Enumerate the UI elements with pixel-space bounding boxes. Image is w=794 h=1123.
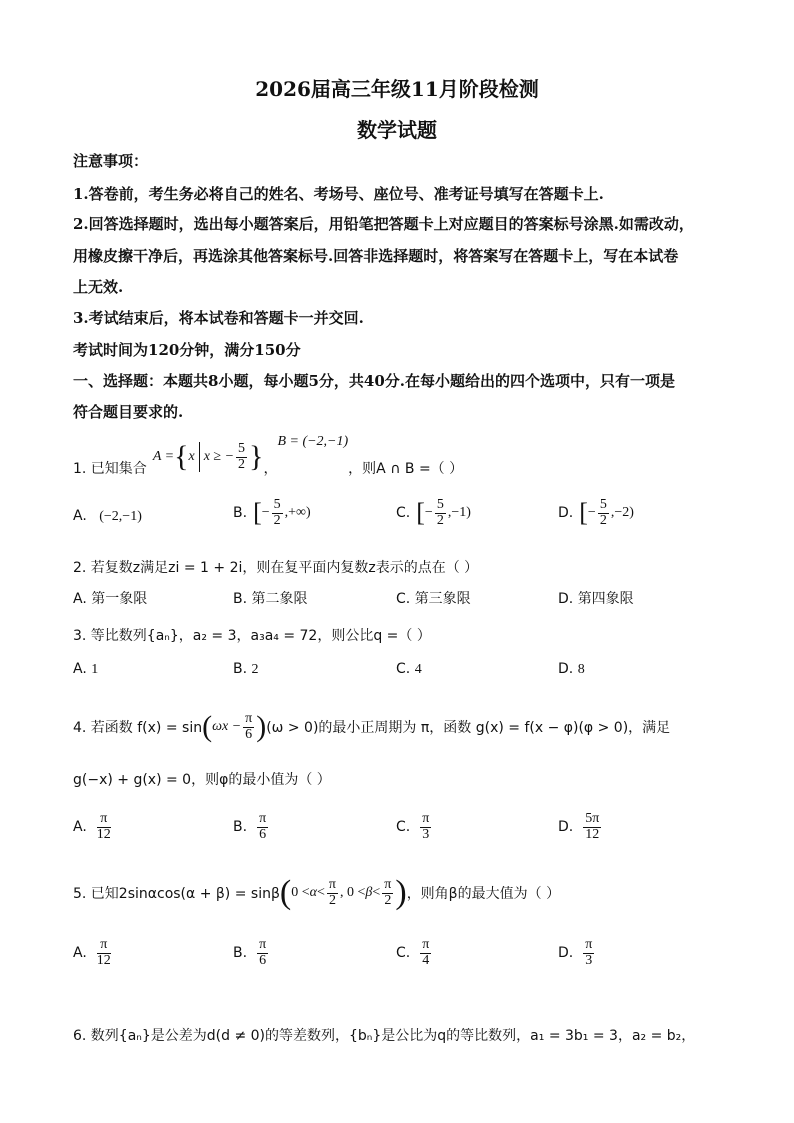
question-5: 5. 已知2sinαcos(α + β) = sinβ ( 0 < α < $\frac{\pi}{2}$ , 0 < β < $\frac{\pi}{2}$ ) ，则角β的最大值为（ ）: [73, 874, 561, 911]
q3-option-b[interactable]: B. 2: [233, 661, 259, 677]
q3-option-c[interactable]: C. 4: [396, 661, 422, 677]
q1-suffix: ，则A ∩ B =（ ）: [348, 461, 464, 477]
q1-set-var: x: [188, 449, 195, 464]
section-1-instruction-line-2: 符合题目要求的.: [73, 403, 184, 421]
q4-option-b[interactable]: B. $\frac{\pi}{6}$: [233, 811, 267, 842]
q5-part-2: ，则角β的最大值为（ ）: [406, 886, 561, 902]
q1-option-d[interactable]: D. [ − $\frac{5}{2}$ , −2): [558, 497, 634, 528]
q1-option-b[interactable]: B. [ − $\frac{5}{2}$ , +∞): [233, 497, 311, 528]
question-6: 6. 数列{aₙ}是公差为d(d ≠ 0)的等差数列，{bₙ}是公比为q的等比数列，a₁ = 3b₁ = 3，a₂ = b₂，: [73, 1028, 696, 1044]
question-4-line-1: 4. 若函数 f(x) = sin ( ωx − $\frac{\pi}{6}$ ) (ω > 0)的最小正周期为 π，函数 g(x) = f(x − φ)(φ > 0)，满足: [73, 710, 671, 743]
q1-set-divider: [199, 442, 200, 472]
q1-set-condition: x ≥ −: [203, 449, 235, 464]
q2-option-c[interactable]: C. 第三象限: [396, 591, 471, 607]
question-1: 1. 已知集合 A = { x x ≥ − $\frac{5}{2}$ } ， B = (−2,−1) ，则A ∩ B =（ ）: [73, 434, 464, 477]
q1-set-a-label: A =: [152, 449, 175, 464]
exam-subtitle: 数学试题: [357, 118, 437, 142]
q5-option-a[interactable]: A. $\frac{\pi}{12}$: [73, 937, 111, 968]
q4-option-c[interactable]: C. $\frac{\pi}{3}$: [396, 811, 430, 842]
notice-item-3: 3.考试结束后，将本试卷和答题卡一并交回.: [73, 309, 364, 327]
q5-option-d[interactable]: D. $\frac{\pi}{3}$: [558, 937, 593, 968]
q1-prefix: 1. 已知集合: [73, 461, 147, 477]
q2-option-d[interactable]: D. 第四象限: [558, 591, 634, 607]
question-4-line-2: g(−x) + g(x) = 0，则φ的最小值为（ ）: [73, 772, 331, 788]
q1-option-a[interactable]: A. (−2,−1): [73, 508, 142, 524]
question-3: 3. 等比数列{aₙ}，a₂ = 3，a₃a₄ = 72，则公比q =（ ）: [73, 628, 431, 644]
exam-title: 2026届高三年级11月阶段检测: [255, 77, 539, 101]
notice-item-2-line-2: 用橡皮擦干净后，再选涂其他答案标号.回答非选择题时，将答案写在答题卡上，写在本试卷: [73, 247, 679, 265]
q2-option-a[interactable]: A. 第一象限: [73, 591, 148, 607]
section-1-instruction-line-1: 一、选择题：本题共8小题，每小题5分，共40分.在每小题给出的四个选项中，只有一项是: [73, 372, 675, 390]
q1-left-brace: {: [174, 440, 189, 473]
q3-option-d[interactable]: D. 8: [558, 661, 585, 677]
question-2: 2. 若复数z满足zi = 1 + 2i，则在复平面内复数z表示的点在（ ）: [73, 560, 479, 576]
notice-item-2-line-3: 上无效.: [73, 278, 124, 296]
notice-item-2-line-1: 2.回答选择题时，选出每小题答案后，用铅笔把答题卡上对应题目的答案标号涂黑.如需改动，: [73, 215, 694, 233]
q1-right-brace: }: [249, 440, 264, 473]
q1-fraction: [236, 442, 247, 472]
q2-option-b[interactable]: B. 第二象限: [233, 591, 308, 607]
q4-option-d[interactable]: D. $\frac{5\pi}{12}$: [558, 811, 600, 842]
exam-time: 考试时间为120分钟，满分150分: [73, 341, 301, 359]
notice-item-1: 1.答卷前，考生务必将自己的姓名、考场号、座位号、准考证号填写在答题卡上.: [73, 185, 604, 203]
q3-option-a[interactable]: A. 1: [73, 661, 99, 677]
q4-option-a[interactable]: A. $\frac{\pi}{12}$: [73, 811, 111, 842]
q4-part-1: 4. 若函数 f(x) = sin: [73, 720, 203, 736]
q1-option-c[interactable]: C. [ − $\frac{5}{2}$ , −1): [396, 497, 471, 528]
q5-option-b[interactable]: B. $\frac{\pi}{6}$: [233, 937, 267, 968]
q1-set-b: B = (−2,−1): [277, 434, 349, 449]
q5-option-c[interactable]: C. $\frac{\pi}{4}$: [396, 937, 430, 968]
q1-fraction-den: 2: [238, 456, 246, 472]
q5-part-1: 5. 已知2sinαcos(α + β) = sinβ: [73, 886, 280, 902]
notice-heading: 注意事项：: [73, 152, 149, 170]
q4-part-2: (ω > 0)的最小正周期为 π，函数 g(x) = f(x − φ)(φ > 0)，满足: [266, 720, 671, 736]
q1-fraction-num: 5: [238, 440, 246, 456]
